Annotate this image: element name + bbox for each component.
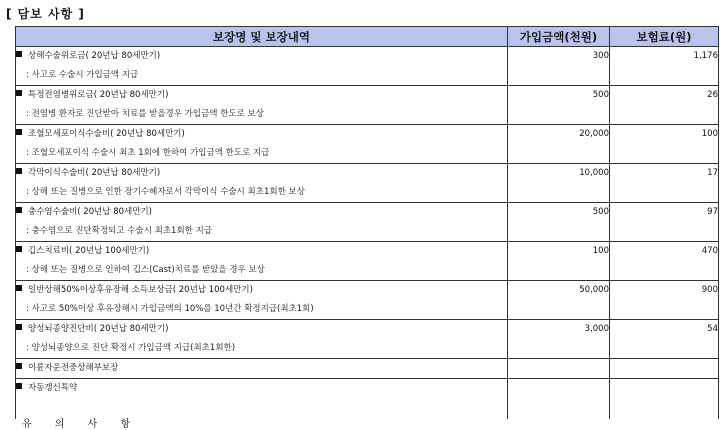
premium-cell	[610, 359, 719, 379]
premium-cell: 17	[610, 164, 719, 203]
coverage-description: 조혈모세포이식 수술시 최초 1회에 한하여 가입금액 한도로 지급	[31, 148, 270, 158]
amount-cell: 10,000	[508, 164, 610, 203]
coverage-name: 각막이식수술비( 20년납 80세만기)	[28, 168, 161, 178]
coverage-cell	[16, 379, 508, 420]
table-row	[16, 47, 719, 86]
table-row	[16, 379, 719, 420]
coverage-description: 상해 또는 질병으로 인한 장기수혜자로서 각막이식 수술시 최초1회한 보상	[31, 187, 305, 197]
amount-cell: 3,000	[508, 320, 610, 359]
coverage-cell: 상해수술위로금( 20년납 80세만기) : 사고로 수술시 가입금액 지급	[16, 47, 508, 86]
header-amount: 가입금액(천원)	[508, 27, 610, 47]
coverage-name: 이륜자운전중상해부보장	[28, 363, 119, 373]
coverage-cell	[16, 359, 508, 379]
table-row	[16, 203, 719, 242]
table-row	[16, 125, 719, 164]
bullet-square-icon	[16, 129, 22, 135]
coverage-cell: 일반상해50%이상후유장해 소득보상금( 20년납 100세만기) : 사고로 50%이상 후유장해시 가입금액의 10%를 10년간 확정지급(최초1회)	[16, 281, 508, 320]
coverage-description: 전염병 환자로 진단받아 치료를 받을경우 가입금액 한도로 보상	[31, 109, 264, 119]
premium-cell: 900	[610, 281, 719, 320]
bullet-square-icon	[16, 51, 22, 57]
coverage-description: 사고로 수술시 가입금액 지급	[31, 70, 139, 80]
coverage-name: 일반상해50%이상후유장해 소득보상금( 20년납 100세만기)	[28, 285, 253, 295]
coverage-name: 자동갱신특약	[28, 383, 78, 393]
bullet-square-icon	[16, 383, 22, 389]
coverage-name: 특정전염병위로금( 20년납 80세만기)	[28, 90, 169, 100]
coverage-name: 충수염수술비( 20년납 80세만기)	[28, 207, 152, 217]
coverage-cell: 조혈모세포이식수술비( 20년납 80세만기) : 조혈모세포이식 수술시 최초 1회에 한하여 가입금액 한도로 지급	[16, 125, 508, 164]
amount-cell: 20,000	[508, 125, 610, 164]
amount-cell: 500	[508, 86, 610, 125]
coverage-description: 충수염으로 진단확정되고 수술시 최초1회한 지급	[31, 226, 213, 236]
coverage-name: 깁스치료비( 20년납 100세만기)	[28, 246, 150, 256]
table-row	[16, 281, 719, 320]
bullet-square-icon	[16, 207, 22, 213]
coverage-cell: 각막이식수술비( 20년납 80세만기) : 상해 또는 질병으로 인한 장기수혜자로서 각막이식 수술시 최초1회한 보상	[16, 164, 508, 203]
coverage-cell: 양성뇌종양진단비( 20년납 80세만기) : 양성뇌종양으로 진단 확정시 가입금액 지급(최초1회한)	[16, 320, 508, 359]
header-premium: 보험료(원)	[610, 27, 719, 47]
bullet-square-icon	[16, 168, 22, 174]
premium-cell: 470	[610, 242, 719, 281]
premium-cell: 100	[610, 125, 719, 164]
table-row	[16, 320, 719, 359]
premium-cell	[610, 379, 719, 420]
table-row	[16, 164, 719, 203]
table-row	[16, 86, 719, 125]
coverage-name: 상해수술위로금( 20년납 80세만기)	[28, 51, 161, 61]
coverage-name: 양성뇌종양진단비( 20년납 80세만기)	[28, 324, 169, 334]
premium-cell: 26	[610, 86, 719, 125]
bullet-square-icon	[16, 246, 22, 252]
amount-cell: 100	[508, 242, 610, 281]
coverage-description: 상해 또는 질병으로 인하여 깁스(Cast)치료를 받았을 경우 보상	[31, 265, 265, 275]
bullet-square-icon	[16, 363, 22, 369]
bullet-square-icon	[16, 90, 22, 96]
coverage-description: 양성뇌종양으로 진단 확정시 가입금액 지급(최초1회한)	[31, 343, 236, 353]
coverage-description: 사고로 50%이상 후유장해시 가입금액의 10%를 10년간 확정지급(최초1회)	[31, 304, 314, 314]
amount-cell	[508, 379, 610, 420]
coverage-cell: 특정전염병위로금( 20년납 80세만기) : 전염병 환자로 진단받아 치료를 받을경우 가입금액 한도로 보상	[16, 86, 508, 125]
premium-cell: 1,176	[610, 47, 719, 86]
premium-cell: 54	[610, 320, 719, 359]
table-row	[16, 359, 719, 379]
notice-heading: 유 의 사 항	[22, 419, 141, 430]
header-coverage-name: 보장명 및 보장내역	[16, 27, 508, 47]
amount-cell: 300	[508, 47, 610, 86]
coverage-name: 조혈모세포이식수술비( 20년납 80세만기)	[28, 129, 185, 139]
premium-cell: 97	[610, 203, 719, 242]
bullet-square-icon	[16, 324, 22, 330]
section-title: [ 담보 사항 ]	[6, 7, 85, 21]
bullet-square-icon	[16, 285, 22, 291]
coverage-cell: 충수염수술비( 20년납 80세만기) : 충수염으로 진단확정되고 수술시 최초1회한 지급	[16, 203, 508, 242]
amount-cell	[508, 359, 610, 379]
table-header-row	[16, 27, 719, 47]
coverage-cell: 깁스치료비( 20년납 100세만기) : 상해 또는 질병으로 인하여 깁스(Cast)치료를 받았을 경우 보상	[16, 242, 508, 281]
amount-cell: 500	[508, 203, 610, 242]
coverage-table	[15, 26, 719, 419]
table-row	[16, 242, 719, 281]
amount-cell: 50,000	[508, 281, 610, 320]
